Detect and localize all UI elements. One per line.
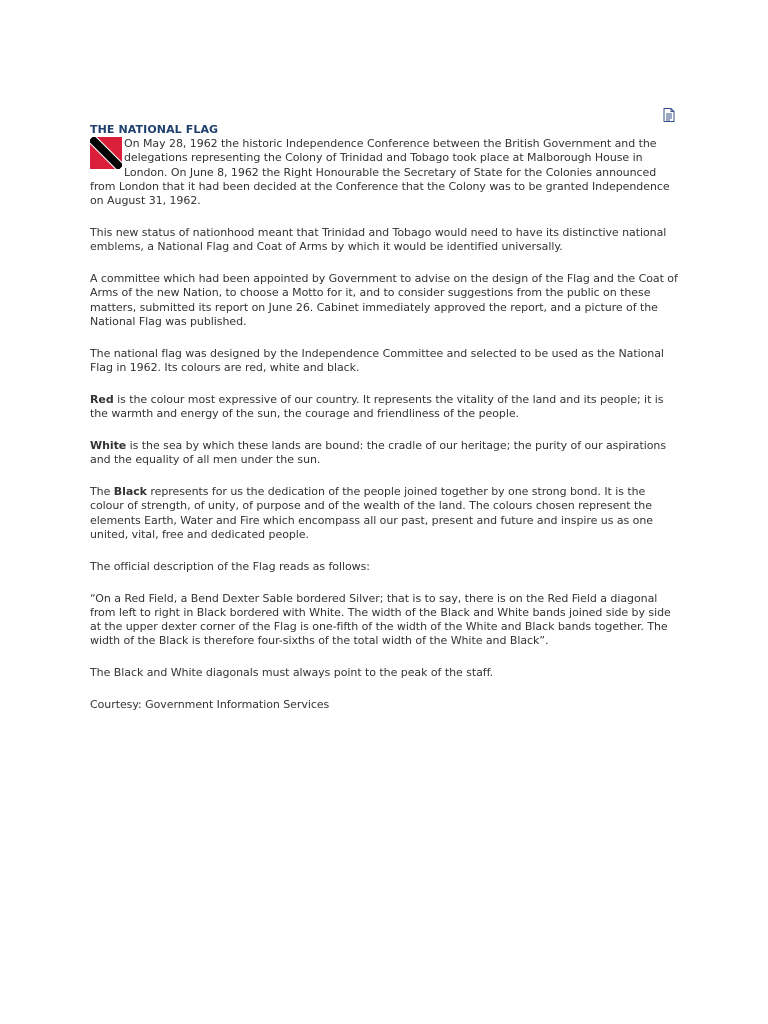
text-white: is the sea by which these lands are bound: the cradle of our heritage; the purity of our aspirations and the equality of all men under the sun. xyxy=(90,438,667,467)
paragraph-design: The national flag was designed by the Independence Committee and selected to be used as the National Flag in 1962. Its colours are red, white and black. xyxy=(90,346,664,375)
trinidad-tobago-flag-icon xyxy=(90,137,122,169)
paragraph-committee: A committee which had been appointed by Government to advise on the design of the Flag and the Coat of Arms of the new Nation, to choose a Motto for it, and to consider suggestions from the public on these matters, submitted its report on June 26. Cabinet immediately approved the report, and a picture of the National Flag was published. xyxy=(90,272,678,328)
text-red: is the colour most expressive of our country. It represents the vitality of the land and its people; it is the warmth and energy of the sun, the courage and friendliness of the people. xyxy=(90,392,664,421)
paragraph-red xyxy=(90,393,682,422)
page-title: THE NATIONAL FLAG xyxy=(90,123,219,136)
paragraph-white xyxy=(90,439,682,468)
paragraph-nationhood: This new status of nationhood meant that Trinidad and Tobago would need to have its distinctive national emblems, a National Flag and Coat of Arms by which it would be identified universally. xyxy=(90,225,667,254)
paragraph-black xyxy=(90,485,682,542)
paragraph-official-intro: The official description of the Flag reads as follows: xyxy=(90,559,370,573)
prefix-black: The xyxy=(90,485,114,499)
article xyxy=(90,108,682,730)
term-white: White xyxy=(90,438,127,452)
term-red: Red xyxy=(90,392,114,406)
courtesy-line: Courtesy: Government Information Services xyxy=(90,698,330,712)
term-black: Black xyxy=(113,485,147,499)
paragraph-official-description: “On a Red Field, a Bend Dexter Sable bordered Silver; that is to say, there is on the Red Field a diagonal from left to right in Black bordered with White. The width of the Black and White bands joined side by side at the upper dexter corner of the Flag is one-fifth of the width of the White and Black bands together. The width of the Black is therefore four-sixths of the total width of the White and Black”. xyxy=(90,591,671,648)
paragraph-intro: On May 28, 1962 the historic Independence Conference between the British Government and the delegations representing the Colony of Trinidad and Tobago took place at Malborough House in London. On June 8, 1962 the Right Honourable the Secretary of State for the Colonies announced from London that it had been decided at the Conference that the Colony was to be granted Independence on August 31, 1962. xyxy=(90,137,670,208)
paragraph-diagonals: The Black and White diagonals must always point to the peak of the staff. xyxy=(90,666,494,680)
text-black: represents for us the dedication of the people joined together by one strong bond. It is the colour of strength, of unity, of purpose and of the wealth of the land. The colours chosen represent the elements Earth, Water and Fire which encompass all our past, present and future and inspire us as one united, vital, free and dedicated people. xyxy=(90,485,653,541)
